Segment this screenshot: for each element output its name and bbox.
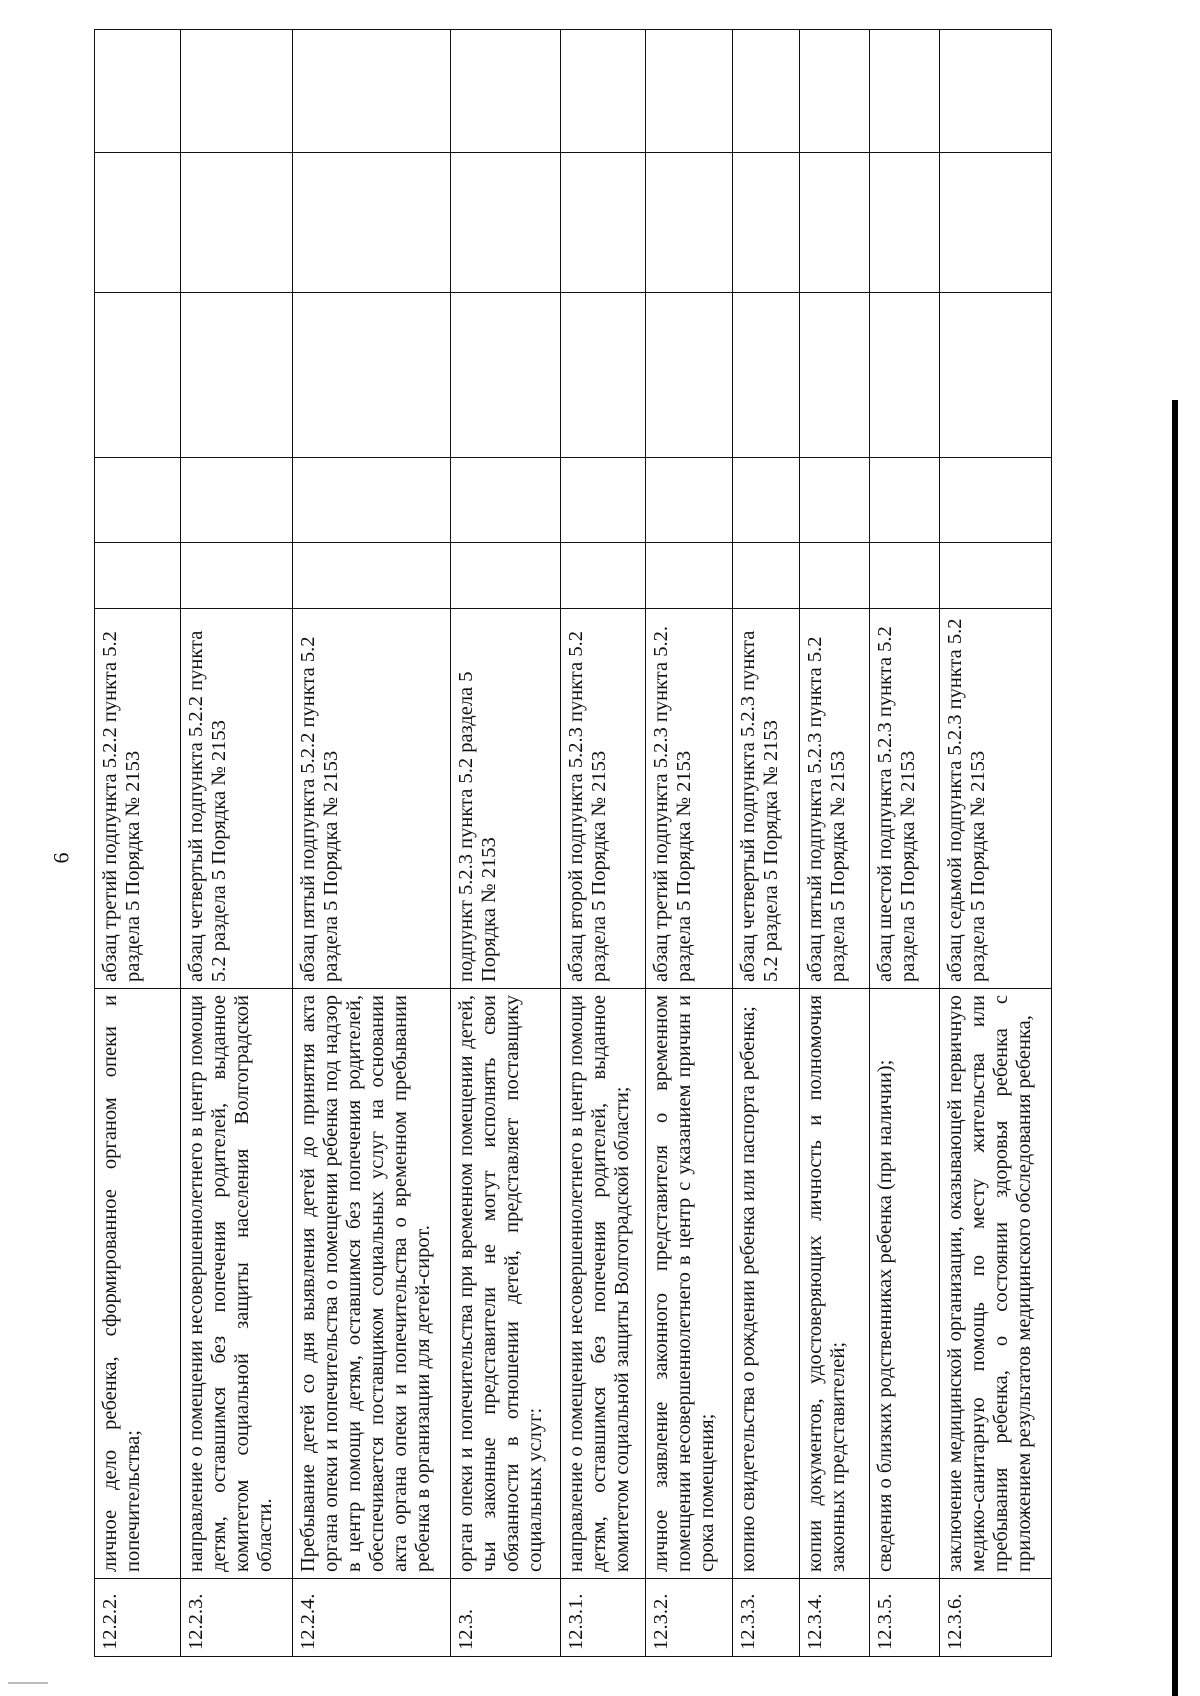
- empty-cell: [451, 293, 561, 458]
- empty-cell: [940, 458, 1052, 543]
- empty-cell: [181, 458, 293, 543]
- table-row: [940, 30, 1052, 1657]
- empty-cell: [293, 30, 451, 153]
- empty-cell: [95, 543, 181, 609]
- empty-cell: [800, 458, 870, 543]
- empty-cell: [181, 153, 293, 293]
- table-row: [95, 30, 181, 1657]
- empty-cell: [646, 293, 733, 458]
- empty-cell: [561, 458, 646, 543]
- row-text: орган опеки и попечительства при временном помещении детей, чьи законные представители не могут исполнять свои обязанности в отношении детей, представляет поставщику социальных услуг:: [451, 989, 561, 1579]
- page-number: 6: [48, 852, 74, 864]
- empty-cell: [181, 543, 293, 609]
- row-reference: абзац четвертый подпункта 5.2.2 пункта 5.2 раздела 5 Порядка № 2153: [181, 609, 293, 989]
- empty-cell: [646, 30, 733, 153]
- row-text: Пребывание детей со дня выявления детей до принятия акта органа опеки и попечительства о помещении ребенка под надзор в центр помощи детям, оставшимся без попечения родителей, обеспечивается поставщиком социальных услуг на основании акта органа опеки и попечительства о временном пребывании ребенка в организации для детей-сирот.: [293, 989, 451, 1579]
- row-number: 12.3.4.: [800, 1579, 870, 1657]
- empty-cell: [733, 458, 800, 543]
- row-text: копии документов, удостоверяющих личность и полномочия законных представителей;: [800, 989, 870, 1579]
- row-number: 12.3.5.: [870, 1579, 940, 1657]
- row-reference: абзац пятый подпункта 5.2.2 пункта 5.2 раздела 5 Порядка № 2153: [293, 609, 451, 989]
- table-row: [561, 30, 646, 1657]
- empty-cell: [940, 153, 1052, 293]
- empty-cell: [870, 458, 940, 543]
- empty-cell: [870, 543, 940, 609]
- empty-cell: [95, 293, 181, 458]
- row-number: 12.3.6.: [940, 1579, 1052, 1657]
- table-row: [800, 30, 870, 1657]
- empty-cell: [451, 30, 561, 153]
- row-text: заключение медицинской организации, оказывающей первичную медико-санитарную помощь по месту жительства или пребывания ребенка, о состоянии здоровья ребенка с приложением результатов медицинского обследования ребенка,: [940, 989, 1052, 1579]
- empty-cell: [561, 30, 646, 153]
- table-row: [451, 30, 561, 1657]
- row-number: 12.2.3.: [181, 1579, 293, 1657]
- row-number: 12.2.4.: [293, 1579, 451, 1657]
- row-reference: абзац четвертый подпункта 5.2.3 пункта 5.2 раздела 5 Порядка № 2153: [733, 609, 800, 989]
- empty-cell: [95, 458, 181, 543]
- row-text: сведения о близких родственниках ребенка (при наличии);: [870, 989, 940, 1579]
- empty-cell: [800, 30, 870, 153]
- empty-cell: [870, 30, 940, 153]
- empty-cell: [451, 458, 561, 543]
- table-row: [293, 30, 451, 1657]
- row-reference: абзац второй подпункта 5.2.3 пункта 5.2 раздела 5 Порядка № 2153: [561, 609, 646, 989]
- empty-cell: [733, 293, 800, 458]
- empty-cell: [293, 458, 451, 543]
- row-reference: абзац шестой подпункта 5.2.3 пункта 5.2 раздела 5 Порядка № 2153: [870, 609, 940, 989]
- row-reference: абзац седьмой подпункта 5.2.3 пункта 5.2 раздела 5 Порядка № 2153: [940, 609, 1052, 989]
- empty-cell: [733, 30, 800, 153]
- table-row: [181, 30, 293, 1657]
- row-reference: абзац третий подпункта 5.2.2 пункта 5.2 раздела 5 Порядка № 2153: [95, 609, 181, 989]
- empty-cell: [293, 153, 451, 293]
- requirements-table: [94, 29, 1052, 1657]
- row-reference: абзац пятый подпункта 5.2.3 пункта 5.2 раздела 5 Порядка № 2153: [800, 609, 870, 989]
- empty-cell: [451, 543, 561, 609]
- empty-cell: [940, 543, 1052, 609]
- empty-cell: [800, 153, 870, 293]
- empty-cell: [293, 543, 451, 609]
- empty-cell: [646, 543, 733, 609]
- empty-cell: [733, 543, 800, 609]
- row-number: 12.2.2.: [95, 1579, 181, 1657]
- empty-cell: [733, 153, 800, 293]
- row-reference: подпункт 5.2.3 пункта 5.2 раздела 5 Порядка № 2153: [451, 609, 561, 989]
- row-number: 12.3.1.: [561, 1579, 646, 1657]
- empty-cell: [561, 153, 646, 293]
- empty-cell: [646, 458, 733, 543]
- empty-cell: [95, 30, 181, 153]
- empty-cell: [561, 293, 646, 458]
- rotated-table-container: [94, 30, 1121, 1657]
- empty-cell: [800, 543, 870, 609]
- empty-cell: [800, 293, 870, 458]
- row-text: направление о помещении несовершеннолетнего в центр помощи детям, оставшимся без попечения родителей, выданное комитетом социальной защиты населения Волгоградской области.: [181, 989, 293, 1579]
- empty-cell: [561, 543, 646, 609]
- scan-mark: [8, 1682, 48, 1684]
- empty-cell: [940, 30, 1052, 153]
- empty-cell: [293, 293, 451, 458]
- empty-cell: [451, 153, 561, 293]
- row-reference: абзац третий подпункта 5.2.3 пункта 5.2. раздела 5 Порядка № 2153: [646, 609, 733, 989]
- empty-cell: [95, 153, 181, 293]
- row-number: 12.3.2.: [646, 1579, 733, 1657]
- table-row: [733, 30, 800, 1657]
- row-number: 12.3.: [451, 1579, 561, 1657]
- empty-cell: [870, 293, 940, 458]
- table-row: [646, 30, 733, 1657]
- row-text: копию свидетельства о рождении ребенка или паспорта ребенка;: [733, 989, 800, 1579]
- empty-cell: [940, 293, 1052, 458]
- empty-cell: [870, 153, 940, 293]
- table-row: [870, 30, 940, 1657]
- scan-edge-line: [1172, 400, 1178, 1696]
- empty-cell: [646, 153, 733, 293]
- empty-cell: [181, 30, 293, 153]
- row-number: 12.3.3.: [733, 1579, 800, 1657]
- row-text: личное заявление законного представителя о временном помещении несовершеннолетнего в центр с указанием причин и срока помещения;: [646, 989, 733, 1579]
- row-text: личное дело ребенка, сформированное органом опеки и попечительства;: [95, 989, 181, 1579]
- empty-cell: [181, 293, 293, 458]
- row-text: направление о помещении несовершеннолетнего в центр помощи детям, оставшимся без попечения родителей, выданное комитетом социальной защиты Волгоградской области;: [561, 989, 646, 1579]
